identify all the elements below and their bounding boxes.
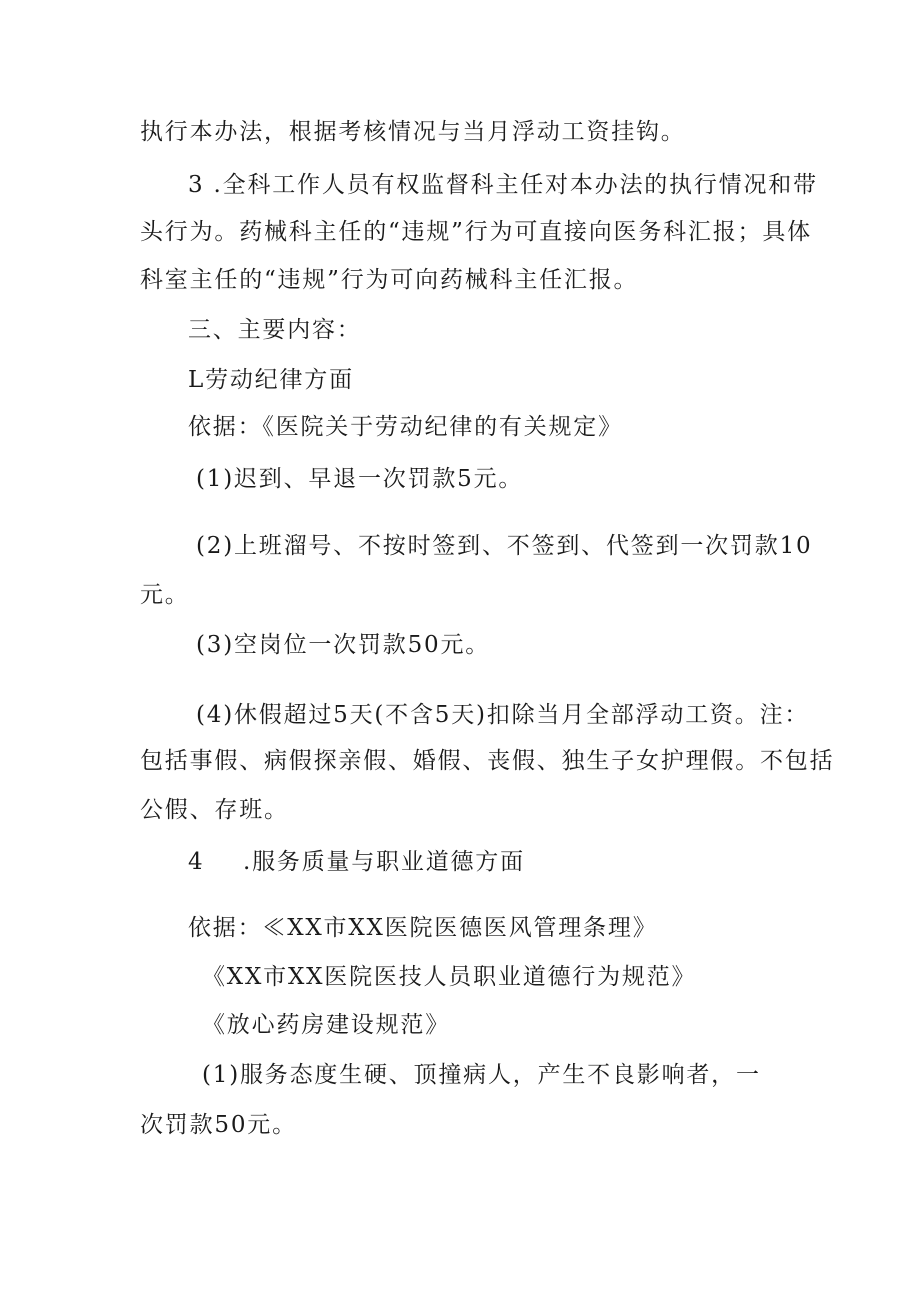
item-3-line-3: 科室主任的“违规”行为可向药械科主任汇报。 — [140, 267, 639, 293]
service-rule-1-line-1: (1)服务态度生硬、顶撞病人，产生不良影响者，一 — [202, 1062, 761, 1088]
labor-rule-4-line-3: 公假、存班。 — [140, 797, 289, 823]
subsection-heading-labor-discipline: L劳动纪律方面 — [188, 367, 354, 393]
paragraph-line-1: 执行本办法，根据考核情况与当月浮动工资挂钩。 — [140, 119, 686, 145]
subsection-number-4: 4 — [188, 849, 205, 875]
labor-rule-3: (3)空岗位一次罚款50元。 — [196, 632, 491, 658]
labor-rule-4-line-2: 包括事假、病假探亲假、婚假、丧假、独生子女护理假。不包括 — [140, 748, 835, 774]
section-heading-main-content: 三、主要内容： — [188, 317, 362, 343]
basis-service-quality-3: 《放心药房建设规范》 — [202, 1012, 450, 1038]
basis-service-quality-2: 《XX市XX医院医技人员职业道德行为规范》 — [202, 964, 697, 990]
subsection-heading-service-quality: .服务质量与职业道德方面 — [243, 849, 525, 875]
item-3-line-2: 头行为。药械科主任的“违规”行为可直接向医务科汇报；具体 — [140, 219, 812, 245]
labor-rule-4-line-1: (4)休假超过5天(不含5天)扣除当月全部浮动工资。注： — [196, 702, 810, 728]
service-rule-1-line-2: 次罚款50元。 — [140, 1112, 297, 1138]
basis-labor-discipline: 依据：《医院关于劳动纪律的有关规定》 — [188, 414, 623, 440]
labor-rule-2-line-2: 元。 — [140, 582, 190, 608]
basis-service-quality-1: 依据：≪XX市XX医院医德医风管理条理》 — [188, 915, 658, 941]
labor-rule-2-line-1: (2)上班溜号、不按时签到、不签到、代签到一次罚款10 — [196, 533, 813, 559]
item-3-line-1: 3 .全科工作人员有权监督科主任对本办法的执行情况和带 — [188, 172, 818, 198]
labor-rule-1: (1)迟到、早退一次罚款5元。 — [196, 466, 524, 492]
